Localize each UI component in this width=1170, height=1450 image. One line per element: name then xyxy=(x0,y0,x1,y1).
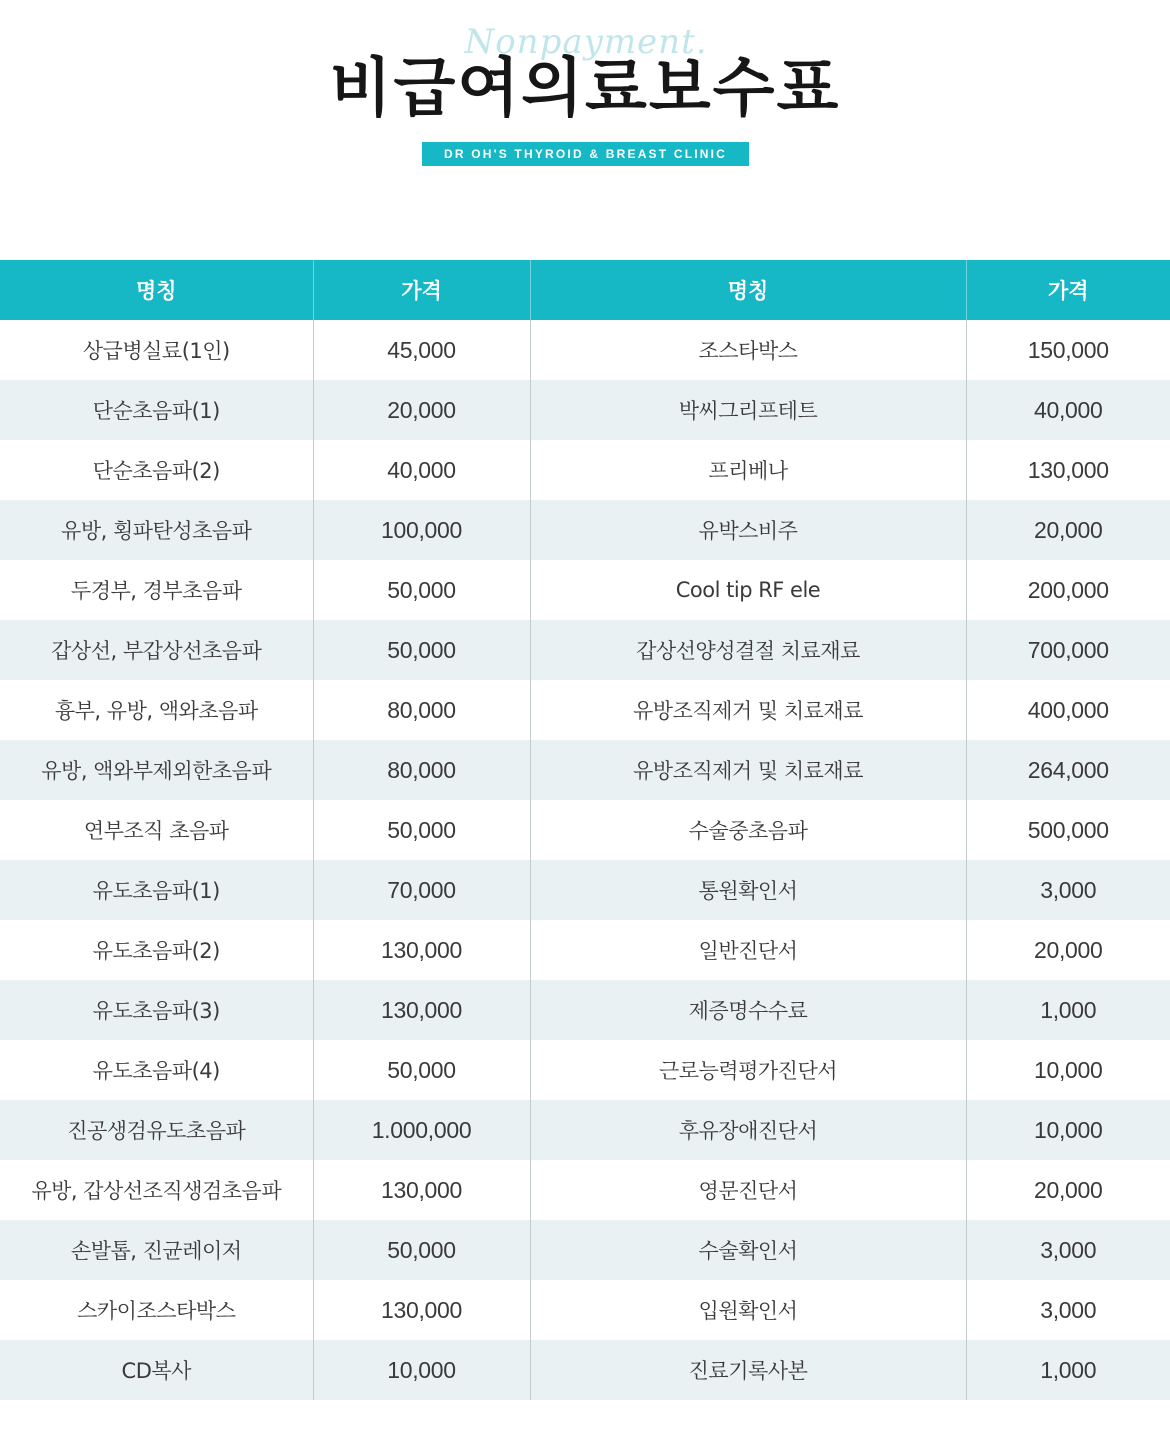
clinic-name-badge: DR OH'S THYROID & BREAST CLINIC xyxy=(422,142,749,166)
script-decoration: Nonpayment. xyxy=(464,22,708,62)
table-row xyxy=(0,860,1170,920)
item-price-cell: 10,000 xyxy=(966,1040,1170,1100)
page-title: 비급여의료보수표 xyxy=(329,52,841,126)
table-row xyxy=(0,680,1170,740)
item-name-cell: 유도초음파(2) xyxy=(0,920,313,980)
table-row xyxy=(0,500,1170,560)
item-name-cell: 단순초음파(2) xyxy=(0,440,313,500)
item-name-cell: 두경부, 경부초음파 xyxy=(0,560,313,620)
item-name-cell: 갑상선, 부갑상선초음파 xyxy=(0,620,313,680)
item-name-cell: 갑상선양성결절 치료재료 xyxy=(530,620,966,680)
item-name-cell: 영문진단서 xyxy=(530,1160,966,1220)
item-price-cell: 130,000 xyxy=(313,920,530,980)
table-row xyxy=(0,1220,1170,1280)
item-price-cell: 400,000 xyxy=(966,680,1170,740)
table-row xyxy=(0,440,1170,500)
item-name-cell: 유도초음파(4) xyxy=(0,1040,313,1100)
item-price-cell: 100,000 xyxy=(313,500,530,560)
column-header-name: 명칭 xyxy=(0,260,313,320)
item-price-cell: 3,000 xyxy=(966,1280,1170,1340)
table-row xyxy=(0,320,1170,380)
item-name-cell: 유박스비주 xyxy=(530,500,966,560)
item-name-cell: 유방조직제거 및 치료재료 xyxy=(530,740,966,800)
item-name-cell: 제증명수수료 xyxy=(530,980,966,1040)
table-row xyxy=(0,1280,1170,1340)
item-price-cell: 45,000 xyxy=(313,320,530,380)
item-name-cell: 손발톱, 진균레이저 xyxy=(0,1220,313,1280)
item-price-cell: 20,000 xyxy=(966,1160,1170,1220)
item-price-cell: 50,000 xyxy=(313,1220,530,1280)
item-price-cell: 150,000 xyxy=(966,320,1170,380)
item-name-cell: 유방, 액와부제외한초음파 xyxy=(0,740,313,800)
item-name-cell: 박씨그리프테트 xyxy=(530,380,966,440)
item-name-cell: 흉부, 유방, 액와초음파 xyxy=(0,680,313,740)
item-price-cell: 3,000 xyxy=(966,860,1170,920)
table-row xyxy=(0,800,1170,860)
item-name-cell: 유방, 횡파탄성초음파 xyxy=(0,500,313,560)
item-name-cell: 스카이조스타박스 xyxy=(0,1280,313,1340)
item-name-cell: 근로능력평가진단서 xyxy=(530,1040,966,1100)
table-row xyxy=(0,980,1170,1040)
item-price-cell: 700,000 xyxy=(966,620,1170,680)
item-price-cell: 130,000 xyxy=(313,980,530,1040)
table-row xyxy=(0,560,1170,620)
item-price-cell: 20,000 xyxy=(966,920,1170,980)
table-row xyxy=(0,740,1170,800)
item-price-cell: 50,000 xyxy=(313,620,530,680)
item-price-cell: 80,000 xyxy=(313,740,530,800)
page-header xyxy=(0,0,1170,260)
column-header-name: 명칭 xyxy=(530,260,966,320)
item-name-cell: 상급병실료(1인) xyxy=(0,320,313,380)
item-price-cell: 200,000 xyxy=(966,560,1170,620)
item-price-cell: 130,000 xyxy=(313,1280,530,1340)
item-name-cell: 후유장애진단서 xyxy=(530,1100,966,1160)
item-name-cell: 유도초음파(1) xyxy=(0,860,313,920)
fee-table xyxy=(0,260,1170,1400)
item-price-cell: 40,000 xyxy=(313,440,530,500)
item-name-cell: 유도초음파(3) xyxy=(0,980,313,1040)
item-price-cell: 80,000 xyxy=(313,680,530,740)
item-name-cell: 수술확인서 xyxy=(530,1220,966,1280)
item-name-cell: 일반진단서 xyxy=(530,920,966,980)
item-name-cell: 통원확인서 xyxy=(530,860,966,920)
table-row xyxy=(0,1160,1170,1220)
item-name-cell: 유방, 갑상선조직생검초음파 xyxy=(0,1160,313,1220)
table-row xyxy=(0,620,1170,680)
column-header-price: 가격 xyxy=(966,260,1170,320)
item-price-cell: 20,000 xyxy=(966,500,1170,560)
item-name-cell: 수술중초음파 xyxy=(530,800,966,860)
item-name-cell: 조스타박스 xyxy=(530,320,966,380)
item-name-cell: 진료기록사본 xyxy=(530,1340,966,1400)
item-name-cell: 단순초음파(1) xyxy=(0,380,313,440)
item-price-cell: 130,000 xyxy=(313,1160,530,1220)
item-price-cell: 50,000 xyxy=(313,1040,530,1100)
table-row xyxy=(0,920,1170,980)
item-price-cell: 10,000 xyxy=(966,1100,1170,1160)
item-price-cell: 20,000 xyxy=(313,380,530,440)
item-price-cell: 10,000 xyxy=(313,1340,530,1400)
item-price-cell: 3,000 xyxy=(966,1220,1170,1280)
column-header-price: 가격 xyxy=(313,260,530,320)
item-price-cell: 50,000 xyxy=(313,560,530,620)
item-price-cell: 264,000 xyxy=(966,740,1170,800)
item-price-cell: 50,000 xyxy=(313,800,530,860)
table-row xyxy=(0,1040,1170,1100)
item-price-cell: 70,000 xyxy=(313,860,530,920)
item-price-cell: 40,000 xyxy=(966,380,1170,440)
table-row xyxy=(0,1340,1170,1400)
item-name-cell: Cool tip RF ele xyxy=(530,560,966,620)
item-name-cell: CD복사 xyxy=(0,1340,313,1400)
table-row xyxy=(0,380,1170,440)
item-name-cell: 유방조직제거 및 치료재료 xyxy=(530,680,966,740)
item-name-cell: 진공생검유도초음파 xyxy=(0,1100,313,1160)
item-name-cell: 연부조직 초음파 xyxy=(0,800,313,860)
item-price-cell: 500,000 xyxy=(966,800,1170,860)
item-name-cell: 프리베나 xyxy=(530,440,966,500)
table-header-row xyxy=(0,260,1170,320)
item-price-cell: 1.000,000 xyxy=(313,1100,530,1160)
item-price-cell: 130,000 xyxy=(966,440,1170,500)
table-row xyxy=(0,1100,1170,1160)
item-price-cell: 1,000 xyxy=(966,1340,1170,1400)
table-body xyxy=(0,320,1170,1400)
item-price-cell: 1,000 xyxy=(966,980,1170,1040)
item-name-cell: 입원확인서 xyxy=(530,1280,966,1340)
